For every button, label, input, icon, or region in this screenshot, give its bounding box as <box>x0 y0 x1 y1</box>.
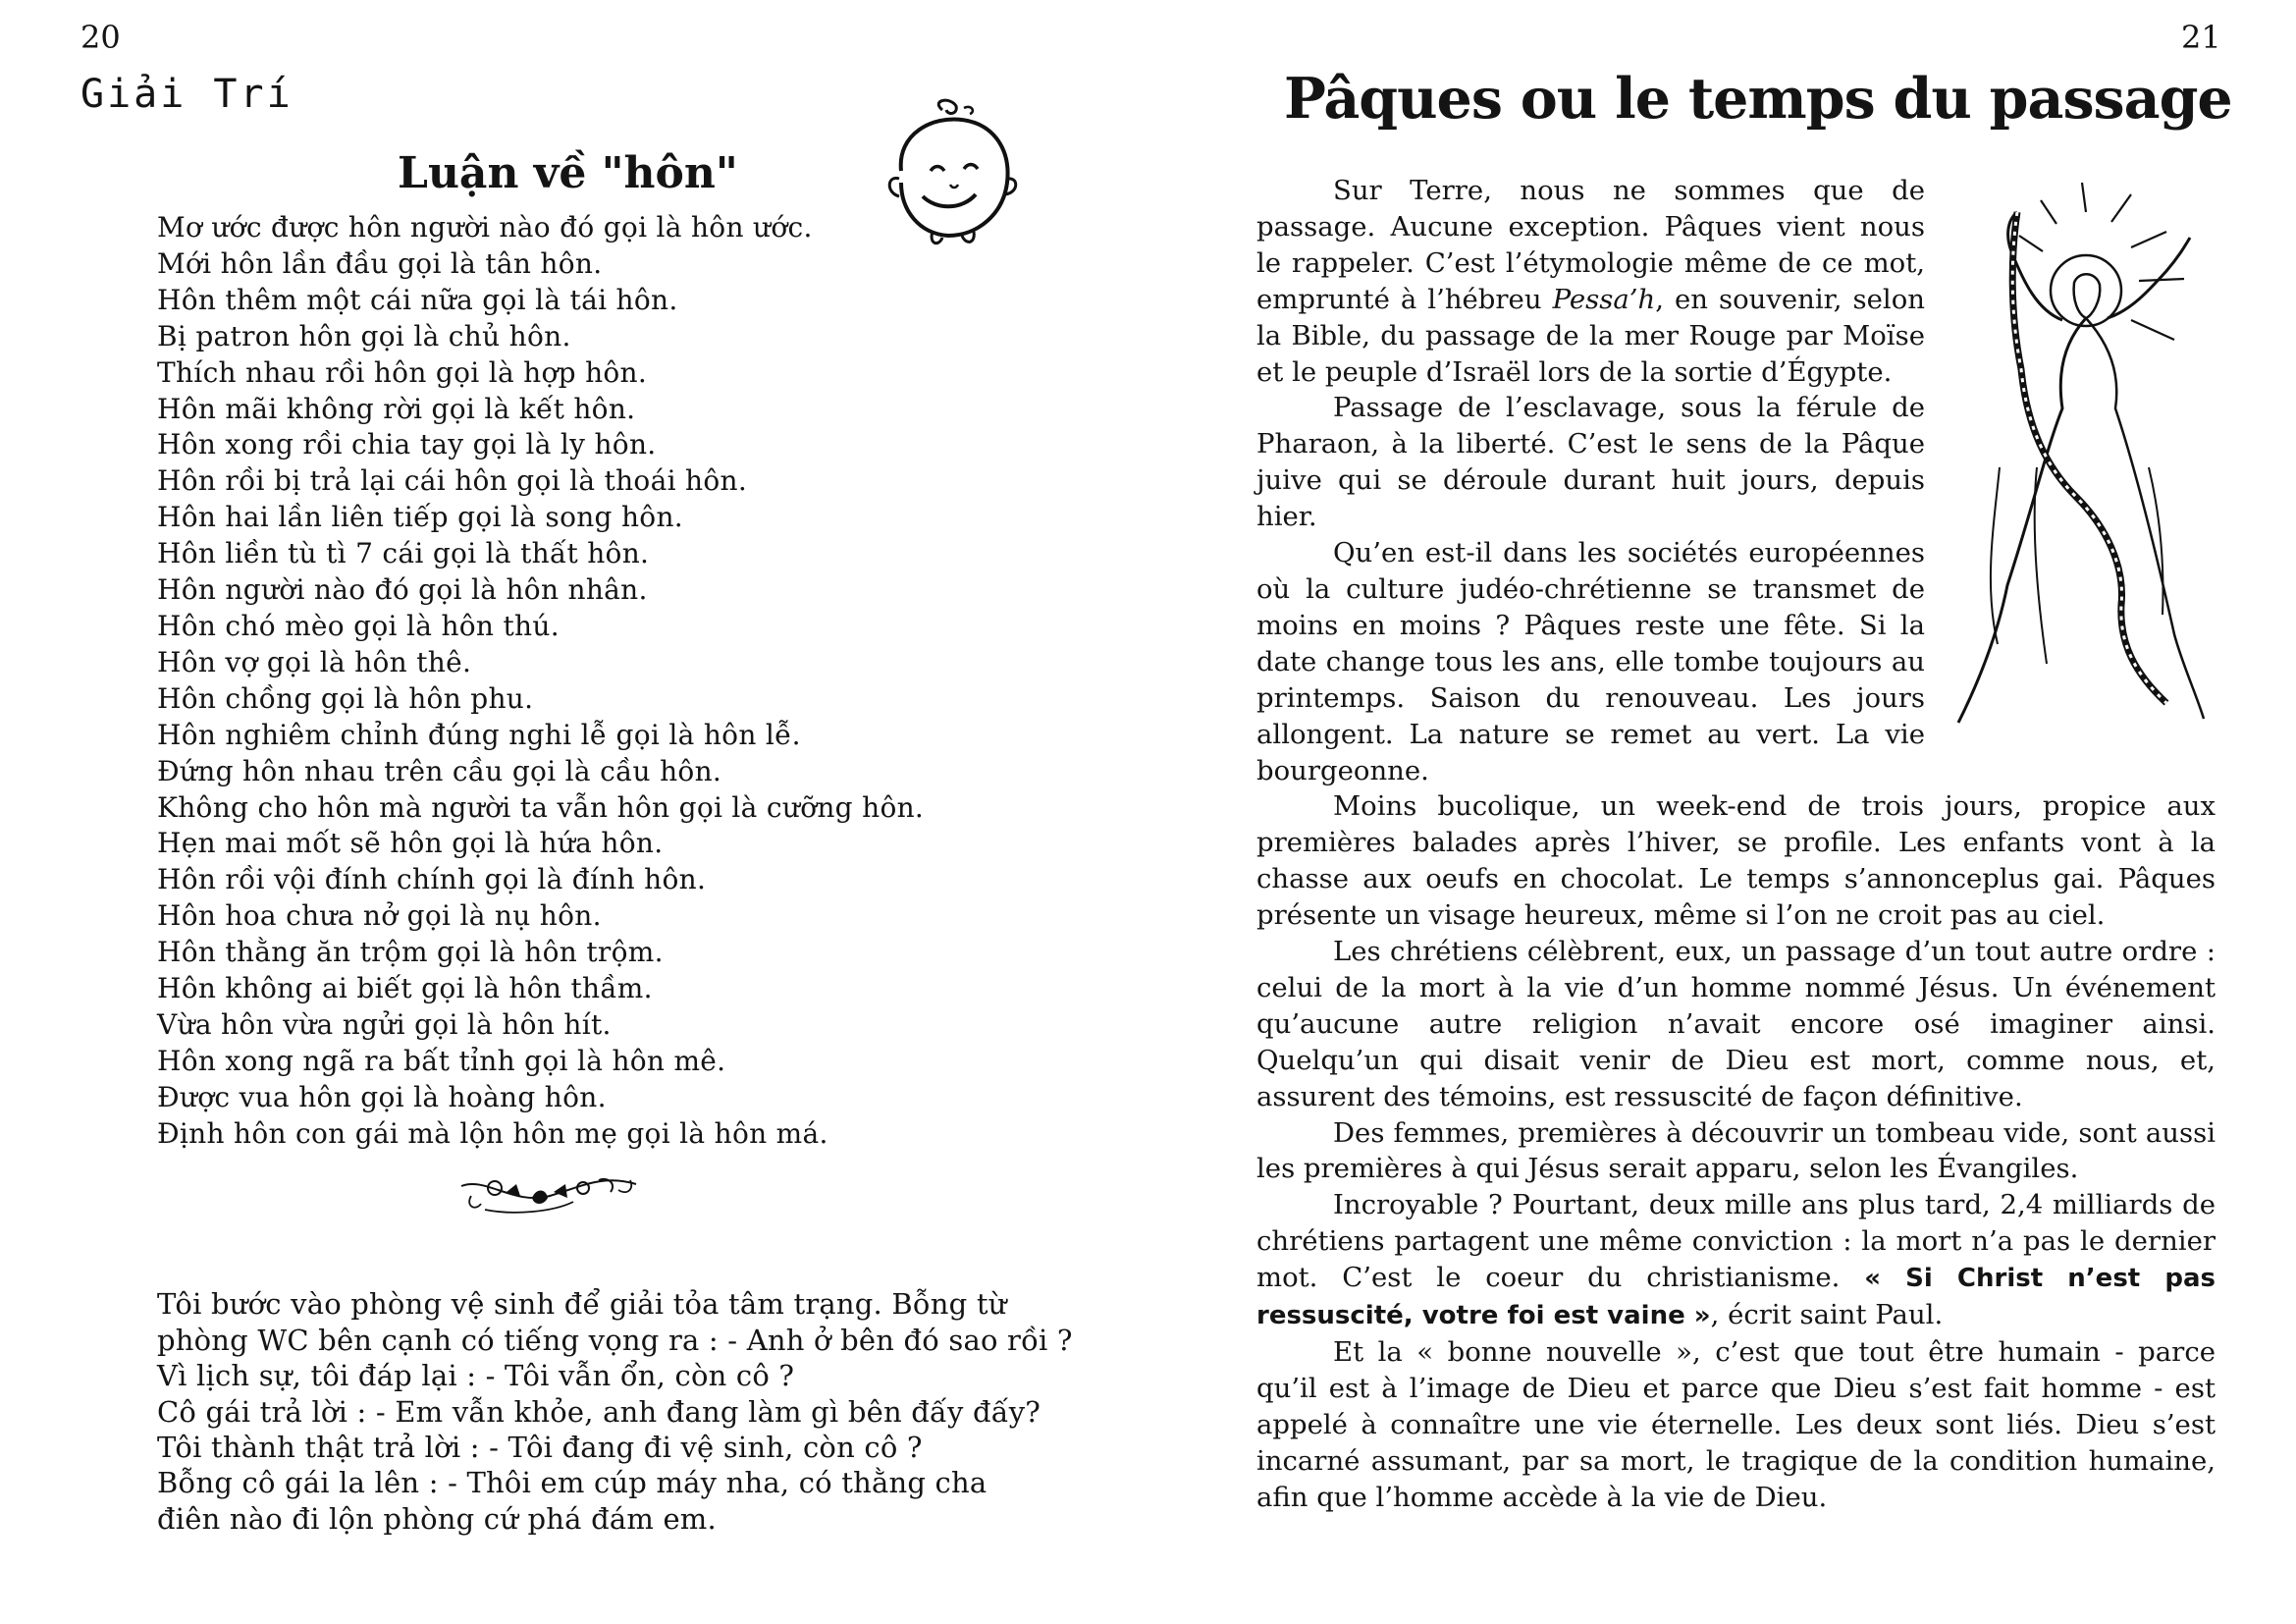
bible-quote: « Si Christ n’est pas ressuscité, votre foi est vaine » <box>1256 1264 2216 1331</box>
risen-christ-illustration <box>1939 173 2216 732</box>
story-line: Tôi bước vào phòng vệ sinh để giải tỏa tâm trạng. Bỗng từ <box>157 1287 1007 1322</box>
page-number: 20 <box>80 19 121 56</box>
article-body <box>1256 173 2216 1516</box>
story-line: Vì lịch sự, tôi đáp lại : - Tôi vẫn ổn, còn cô ? <box>157 1359 795 1393</box>
poem-line: Thích nhau rồi hôn gọi là hợp hôn. <box>157 355 648 389</box>
poem-line: Hôn hoa chưa nở gọi là nụ hôn. <box>157 899 602 933</box>
poem-line: Mơ ước được hôn người nào đó gọi là hôn ước. <box>157 211 813 244</box>
short-story <box>157 1251 1073 1537</box>
poem-line: Hôn chồng gọi là hôn phu. <box>157 681 534 715</box>
poem-line: Hôn vợ gọi là hôn thê. <box>157 645 472 678</box>
poem-line: Hôn rồi vội đính chính gọi là đính hôn. <box>157 863 707 896</box>
poem-line: Hôn thằng ăn trộm gọi là hôn trộm. <box>157 936 664 969</box>
poem-line: Hôn xong rồi chia tay gọi là ly hôn. <box>157 428 657 461</box>
page-number: 21 <box>2181 19 2221 56</box>
paragraph: Des femmes, premières à découvrir un tombeau vide, sont aussi les premières à qui Jésus serait apparu, selon les Évangiles. <box>1256 1116 2216 1185</box>
poem-line: Hôn xong ngã ra bất tỉnh gọi là hôn mê. <box>157 1044 726 1077</box>
poem-line: Được vua hôn gọi là hoàng hôn. <box>157 1080 607 1113</box>
paragraph: Qu’en est-il dans les sociétés européennes où la culture judéo-chrétienne se transmet de moins en moins ? Pâques reste une fête. Si la date change tous les ans, elle tombe toujours au printemps. Saison du renouveau. Les jours allongent. La nature se remet au vert. La vie bourgeonne. <box>1256 537 1925 786</box>
paragraph: Moins bucolique, un week-end de trois jours, propice aux premières balades après l’hiver, se profile. Les enfants vont à la chasse aux oeufs en chocolat. Le temps s’annonceplus gai. Pâques présente un visage heureux, même si l’on ne croit pas au ciel. <box>1256 790 2216 932</box>
section-label: Giải Trí <box>80 72 294 117</box>
poem-line: Hôn rồi bị trả lại cái hôn gọi là thoái hôn. <box>157 464 748 498</box>
poem-line: Hôn thêm một cái nữa gọi là tái hôn. <box>157 283 678 316</box>
poem-line: Định hôn con gái mà lộn hôn mẹ gọi là hôn má. <box>157 1116 828 1150</box>
paragraph: Passage de l’esclavage, sous la férule de Pharaon, à la liberté. C’est le sens de la Pâque juive qui se déroule durant huit jours, depuis hier. <box>1256 392 1925 533</box>
poem-line: Hôn không ai biết gọi là hôn thầm. <box>157 972 653 1005</box>
poem-line: Hôn liền tù tì 7 cái gọi là thất hôn. <box>157 537 650 570</box>
paragraph-text: Sur Terre, nous ne sommes que de passage. Aucune exception. Pâques vient nous le rappeler. C’est l’étymologie même de ce mot, emprunté à l’hébreu <box>1256 175 1925 315</box>
poem-line: Hẹn mai mốt sẽ hôn gọi là hứa hôn. <box>157 827 664 860</box>
poem-line: Không cho hôn mà người ta vẫn hôn gọi là cưỡng hôn. <box>157 790 925 824</box>
paragraph: Les chrétiens célèbrent, eux, un passage d’un tout autre ordre : celui de la mort à la vie d’un homme nommé Jésus. Un événement qu’aucune autre religion n’avait encore osé imaginer ainsi. Quelqu’un qui disait venir de Dieu est mort, comme nous, et, assurent des témoins, est ressuscité de façon définitive. <box>1256 936 2216 1112</box>
story-line: Tôi thành thật trả lời : - Tôi đang đi vệ sinh, còn cô ? <box>157 1431 923 1465</box>
hebrew-term: Pessa’h <box>1552 283 1656 315</box>
poem-line: Bị patron hôn gọi là chủ hôn. <box>157 319 571 352</box>
poem-line: Hôn hai lần liên tiếp gọi là song hôn. <box>157 501 684 534</box>
story-line: Cô gái trả lời : - Em vẫn khỏe, anh đang làm gì bên đấy đấy? <box>157 1394 1041 1429</box>
story-line: Bỗng cô gái la lên : - Thôi em cúp máy nha, có thằng cha <box>157 1466 988 1500</box>
illustration-float <box>1939 173 2216 732</box>
paragraph-text: Incroyable ? Pourtant, deux mille ans plus tard, 2,4 milliards de chrétiens partagent une même conviction : la mort n’a pas le dernier mot. C’est le coeur du christianisme. <box>1256 1189 2216 1294</box>
article-title: Pâques ou le temps du passage <box>1284 66 2232 132</box>
poem-line: Vừa hôn vừa ngửi gọi là hôn hít. <box>157 1007 612 1041</box>
story-line: điên nào đi lộn phòng cứ phá đám em. <box>157 1501 717 1536</box>
poem-line: Hôn người nào đó gọi là hôn nhân. <box>157 573 648 607</box>
poem-title: Luận về "hôn" <box>398 148 738 198</box>
paragraph-text: , en souvenir, selon la Bible, du passage de la mer Rouge par Moïse et le peuple d’Israël lors de la sortie d’Égypte. <box>1256 283 1925 388</box>
poem-line: Hôn chó mèo gọi là hôn thú. <box>157 609 560 642</box>
paragraph-text: , écrit saint Paul. <box>1710 1299 1944 1331</box>
poem-lines <box>157 210 924 1153</box>
poem-line: Hôn mãi không rời gọi là kết hôn. <box>157 392 636 425</box>
poem-line: Hôn nghiêm chỉnh đúng nghi lễ gọi là hôn lễ. <box>157 718 801 751</box>
poem-line: Đứng hôn nhau trên cầu gọi là cầu hôn. <box>157 754 722 787</box>
paragraph: Et la « bonne nouvelle », c’est que tout être humain - parce qu’il est à l’image de Dieu et parce que Dieu s’est fait homme - est appelé à connaître une vie éternelle. Les deux sont liés. Dieu s’est incarné assumant, par sa mort, le tragique de la condition humaine, afin que l’homme accède à la vie de Dieu. <box>1256 1336 2216 1513</box>
floral-divider-ornament <box>455 1166 642 1221</box>
poem-line: Mới hôn lần đầu gọi là tân hôn. <box>157 246 603 280</box>
story-line: phòng WC bên cạnh có tiếng vọng ra : - Anh ở bên đó sao rồi ? <box>157 1323 1073 1357</box>
